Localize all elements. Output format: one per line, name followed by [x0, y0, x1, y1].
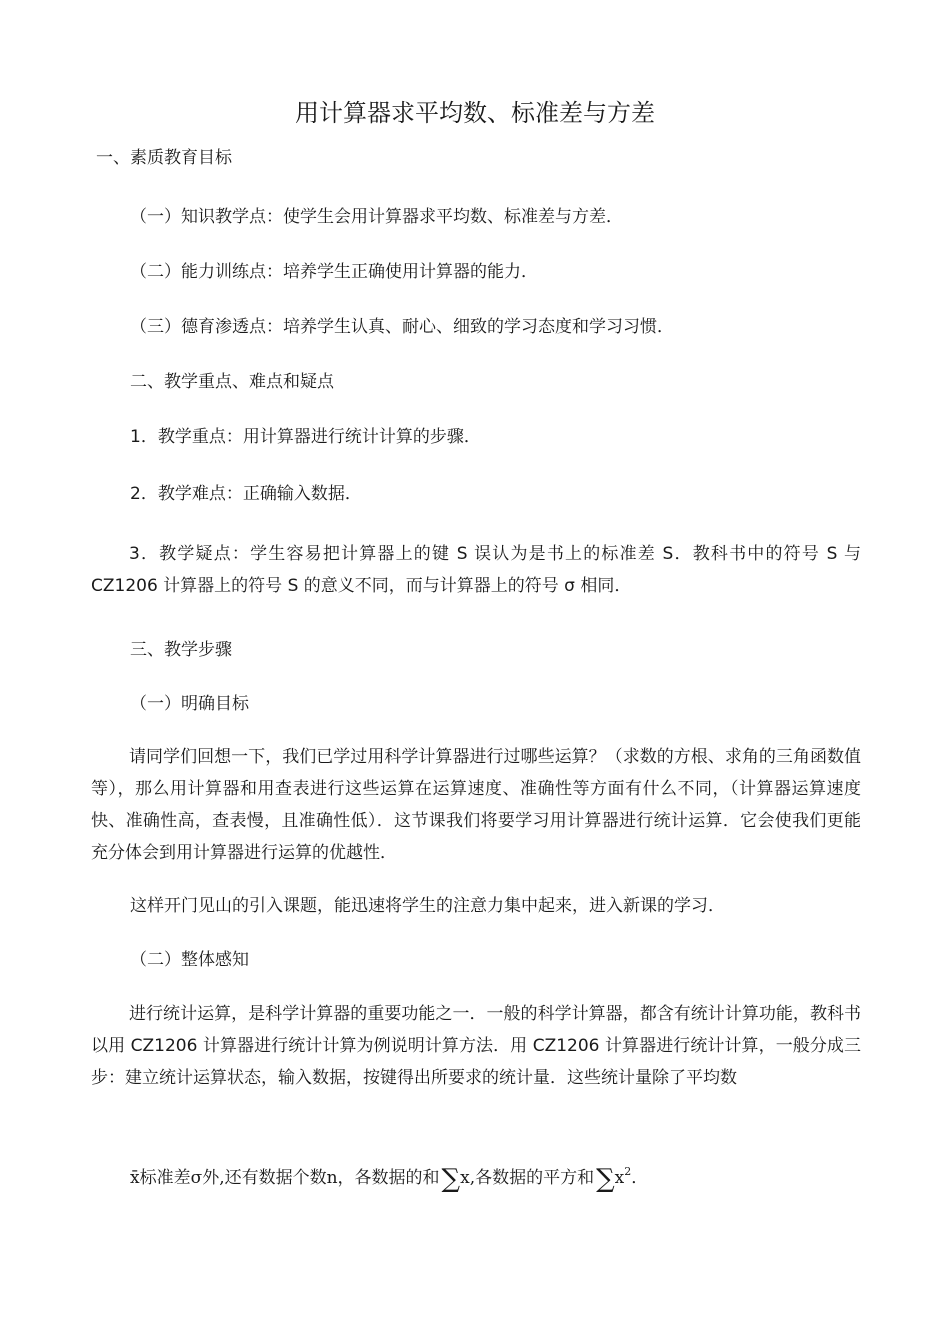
step-overall-perception: （二）整体感知 — [130, 950, 249, 970]
superscript-2: 2 — [624, 1165, 632, 1178]
document-title: 用计算器求平均数、标准差与方差 — [295, 99, 655, 127]
doubtful-point: 3．教学疑点：学生容易把计算器上的键 S 误认为是书上的标准差 S．教科书中的符号 S 与 CZ1206 计算器上的符号 S 的意义不同，而与计算器上的符号 σ 相同． — [91, 544, 861, 596]
summation-symbol: ∑ — [441, 1164, 461, 1194]
summation-symbol: ∑ — [596, 1164, 615, 1194]
key-point: 1．教学重点：用计算器进行统计计算的步骤． — [130, 427, 481, 447]
formula-text-1: x̄标准差σ外,还有数据个数n，各数据的和 — [130, 1168, 440, 1188]
objective-ability: （二）能力训练点：培养学生正确使用计算器的能力． — [130, 262, 538, 282]
section-heading-3: 三、教学步骤 — [130, 640, 232, 660]
section-heading-1: 一、素质教育目标 — [96, 148, 232, 168]
difficult-point: 2．教学难点：正确输入数据． — [130, 484, 362, 504]
step-clarify-goals: （一）明确目标 — [130, 694, 249, 714]
formula-text-4: ． — [631, 1168, 649, 1188]
formula-line — [130, 1158, 648, 1193]
formula-text-3: x — [614, 1168, 625, 1188]
paragraph-statistics: 进行统计运算，是科学计算器的重要功能之一．一般的科学计算器，都含有统计计算功能，教科书以用 CZ1206 计算器进行统计计算为例说明计算方法．用 CZ1206 计算器进行统计计算，一般分成三步：建立统计运算状态，输入数据，按键得出所要求的统计量．这些统计量除了平均数 — [91, 1004, 861, 1088]
objective-knowledge: （一）知识教学点：使学生会用计算器求平均数、标准差与方差． — [130, 207, 623, 227]
paragraph-review: 请同学们回想一下，我们已学过用科学计算器进行过哪些运算？（求数的方根、求角的三角函数值等），那么用计算器和用查表进行这些运算在运算速度、准确性等方面有什么不同，（计算器运算速度快、准确性高，查表慢，且准确性低）．这节课我们将要学习用计算器进行统计运算．它会使我们更能充分体会到用计算器进行运算的优越性． — [91, 747, 861, 863]
formula-text-2: x,各数据的平方和 — [460, 1168, 595, 1188]
objective-moral: （三）德育渗透点：培养学生认真、耐心、细致的学习态度和学习习惯． — [130, 317, 674, 337]
section-heading-2: 二、教学重点、难点和疑点 — [130, 372, 334, 392]
paragraph-intro-note: 这样开门见山的引入课题，能迅速将学生的注意力集中起来，进入新课的学习． — [130, 896, 725, 916]
